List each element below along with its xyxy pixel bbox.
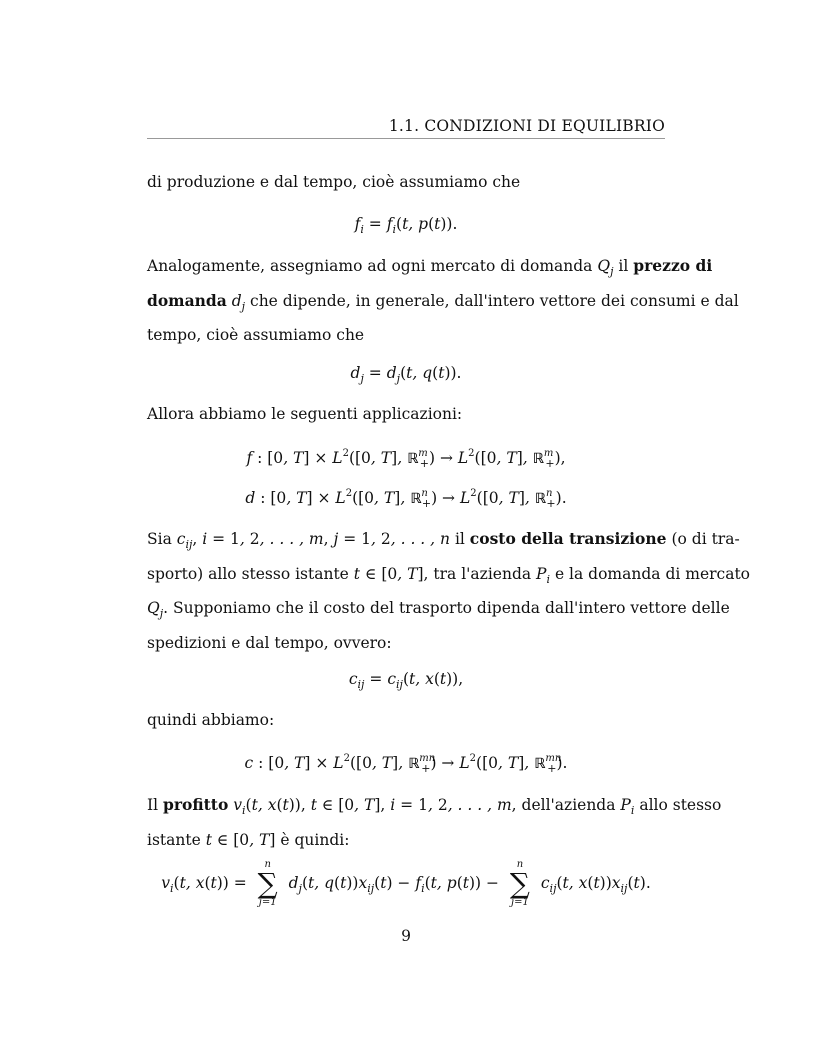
p4-line2-text-a: sporto) allo stesso istante: [147, 564, 349, 583]
paragraph-6-line-1: Il profitto $v_i(t$, x(t)), t ∈ [0, T], i = 1, 2, . . . , m, dell'azienda $P_i$ allo stesso: [147, 795, 722, 817]
equation-f: $f_i = f_i(t$, p(t)).: [354, 215, 458, 236]
term-profitto: profitto: [163, 795, 229, 814]
equation-profit: $v_i(t$, x(t)) = n ∑ j=1 $d_j(t$, $q(t))x_{ij}(t) - f_i(t$, p(t)) − n ∑ j=1 $c_{ij}(t$, $x(t))x_{ij}(t)$.: [161, 859, 651, 908]
p4-line2-text-b: , tra l'azienda: [423, 564, 532, 583]
p4-line1-sia: Sia: [147, 530, 172, 548]
equation-d: $d_j = d_j(t$, q(t)).: [350, 364, 462, 385]
term-prezzo-di: prezzo di: [633, 256, 713, 275]
p6-line1-text-b: dell'azienda: [521, 796, 616, 814]
p4-line3-text: . Supponiamo che il costo del trasporto dipenda dall'intero vettore delle: [163, 599, 730, 617]
paragraph-5: [147, 704, 665, 737]
p6-line2-text-a: istante: [147, 830, 201, 849]
paragraph-1: [147, 166, 665, 199]
running-header: 1.1. CONDIZIONI DI EQUILIBRIO: [388, 117, 665, 135]
equation-c-map: c : [0, $T] \times L^2([0$, T], ℝ$^{mn}_+$) → $L^2([0$, T], ℝ$^{mn}_+$).: [244, 753, 568, 775]
paragraph-3-text: Allora abbiamo le seguenti applicazioni:: [147, 405, 463, 423]
paragraph-4-line-2: sporto) allo stesso istante t ∈ [0, T], tra l'azienda $P_i$ e la domanda di mercato: [147, 564, 751, 586]
paragraph-2-line-2: domanda $d_j$ che dipende, in generale, dall'intero vettore dei consumi e dal: [147, 290, 739, 313]
paragraph-4-line-1: Sia $c_{ij}$, i = 1, 2, . . . , m, j = 1, 2, . . . , n il costo della transizione (o di tra-: [147, 529, 740, 551]
paragraph-2: [147, 250, 739, 352]
p6-line1-il: Il: [147, 796, 159, 814]
paragraph-4-line-4: spedizioni e dal tempo, ovvero:: [147, 633, 392, 652]
paragraph-2-line-1: Analogamente, assegniamo ad ogni mercato di domanda $Q_j$ il prezzo di: [147, 256, 713, 278]
equation-c: $c_{ij} = c_{ij}(t$, x(t)),: [348, 670, 464, 691]
paragraph-2-line-3: tempo, cioè assumiamo che: [147, 326, 365, 344]
p6-line1-text-c: allo stesso: [639, 796, 722, 814]
p2-line1-text: Analogamente, assegniamo ad ogni mercato di domanda: [147, 257, 593, 275]
paragraph-1-text: di produzione e dal tempo, cioè assumiamo che: [147, 173, 521, 191]
p2-line2-text: che dipende, in generale, dall'intero vettore dei consumi e dal: [250, 291, 739, 310]
sum-symbol-2: n ∑ j=1: [509, 859, 530, 908]
paragraph-5-text: quindi abbiamo:: [147, 711, 275, 729]
term-domanda: domanda: [147, 290, 227, 310]
paragraph-6-line-2: istante t ∈ [0, T] è quindi:: [147, 830, 350, 849]
paragraph-6: [147, 789, 722, 856]
p6-line2-text-b: è quindi:: [280, 830, 350, 849]
p4-line1-tail: (o di tra-: [671, 530, 740, 548]
equation-f-map: f : [0, $T] \times L^2([0$, T], ℝ$^m_+$) → $L^2([0$, T], ℝ$^m_+$),: [246, 448, 566, 470]
page-number: 9: [401, 927, 411, 945]
p4-line2-text-c: e la domanda di mercato: [554, 564, 751, 583]
term-costo-transizione: costo della transizione: [469, 529, 667, 548]
p2-line1-il: il: [618, 257, 629, 275]
paragraph-4: [147, 523, 751, 659]
paragraph-4-line-3: $Q_j$. Supponiamo che il costo del trasporto dipenda dall'intero vettore delle: [147, 599, 730, 620]
header-rule: [147, 138, 665, 139]
equation-d-map: d : [0, $T] \times L^2([0$, T], ℝ$^n_+$) → $L^2([0$, T], ℝ$^n_+$).: [245, 488, 567, 510]
paragraph-3: [147, 398, 665, 431]
sum-symbol-1: n ∑ j=1: [257, 859, 278, 908]
p4-line1-il: il: [454, 530, 465, 548]
